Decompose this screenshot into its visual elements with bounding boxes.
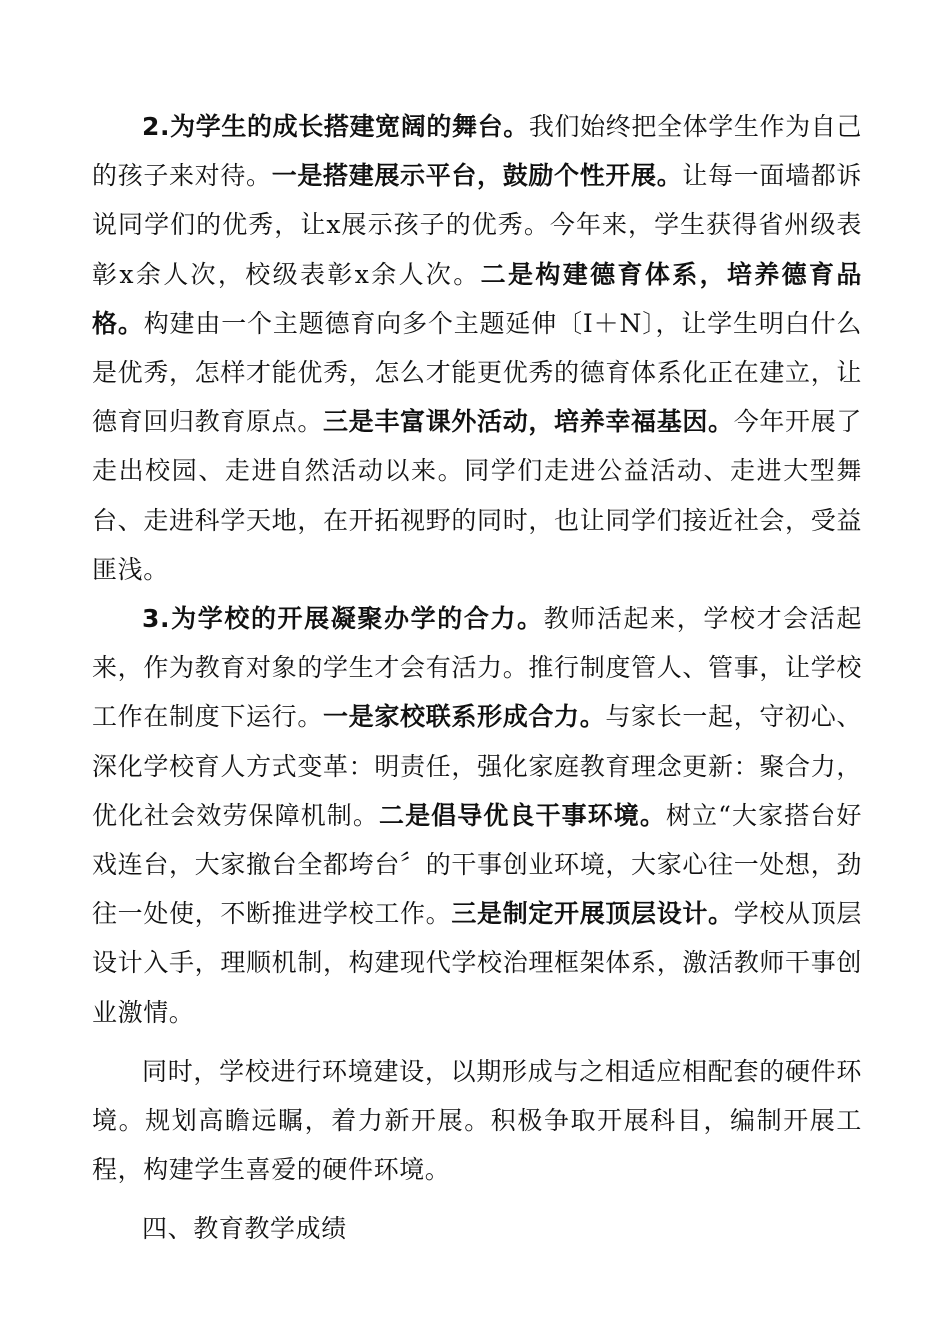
paragraph-environment: [92, 1047, 862, 1195]
body-text: 让每一面墙都诉说同学们的优秀，让x展示孩子的优秀。今年来，学生获得省州级表彰x余人次，校级表彰x余人次。: [92, 161, 863, 289]
key-point-moral-education: 二是构建德育体系，培养德育品格。: [92, 259, 863, 338]
body-text: 同时，学校进行环境建设，以期形成与之相适应相配套的硬件环境。规划高瞻远瞩，着力新开展。积极争取开展科目，编制开展工程，构建学生喜爱的硬件环境。: [92, 1056, 862, 1185]
key-point-work-environment: 二是倡导优良干事环境。: [378, 800, 666, 830]
key-point-top-level-design: 三是制定开展顶层设计。: [451, 899, 734, 929]
key-point-display-platform: 一是搭建展示平台，鼓励个性开展。: [271, 161, 683, 191]
body-text: 教师活起来，学校才会活起来，作为教育对象的学生才会有活力。推行制度管人、管事，让学校工作在制度下运行。: [92, 604, 862, 732]
body-text: 今年开展了走出校园、走进自然活动以来。同学们走进公益活动、走进大型舞台、走进科学天地，在开拓视野的同时，也让同学们接近社会，受益匪浅。: [92, 407, 862, 584]
body-text: 树立“大家搭台好戏连台，大家撤台全都垮台〞的干事创业环境，大家心往一处想，劲往一处使，不断推进学校工作。: [92, 800, 862, 929]
body-text: 学校从顶层设计入手，理顺机制，构建现代学校治理框架体系，激活教师干事创业激情。: [92, 899, 862, 1027]
heading-text: 四、教育教学成绩: [142, 1214, 347, 1244]
paragraph-student-stage: [92, 102, 862, 594]
body-text: 构建由一个主题德育向多个主题延伸〔I＋N〕，让学生明白什么是优秀，怎样才能优秀，怎么才能更优秀的德育体系化正在建立，让德育回归教育原点。: [92, 308, 863, 437]
key-point-extracurricular: 三是丰富课外活动，培养幸福基因。: [323, 407, 734, 437]
section-heading-school-synergy: 3.为学校的开展凝聚办学的合力。: [142, 604, 544, 634]
key-point-home-school: 一是家校联系形成合力。: [323, 702, 606, 732]
document-body: [92, 102, 862, 1254]
paragraph-school-synergy: [92, 594, 862, 1037]
section-heading-teaching-results: [92, 1204, 862, 1253]
body-text: 与家长一起，守初心、深化学校育人方式变革：明责任，强化家庭教育理念更新：聚合力，优化社会效劳保障机制。: [92, 702, 862, 830]
section-heading-student-stage: 2.为学生的成长搭建宽阔的舞台。: [142, 112, 529, 141]
body-text: 我们始终把全体学生作为自己的孩子来对待。: [92, 112, 862, 191]
